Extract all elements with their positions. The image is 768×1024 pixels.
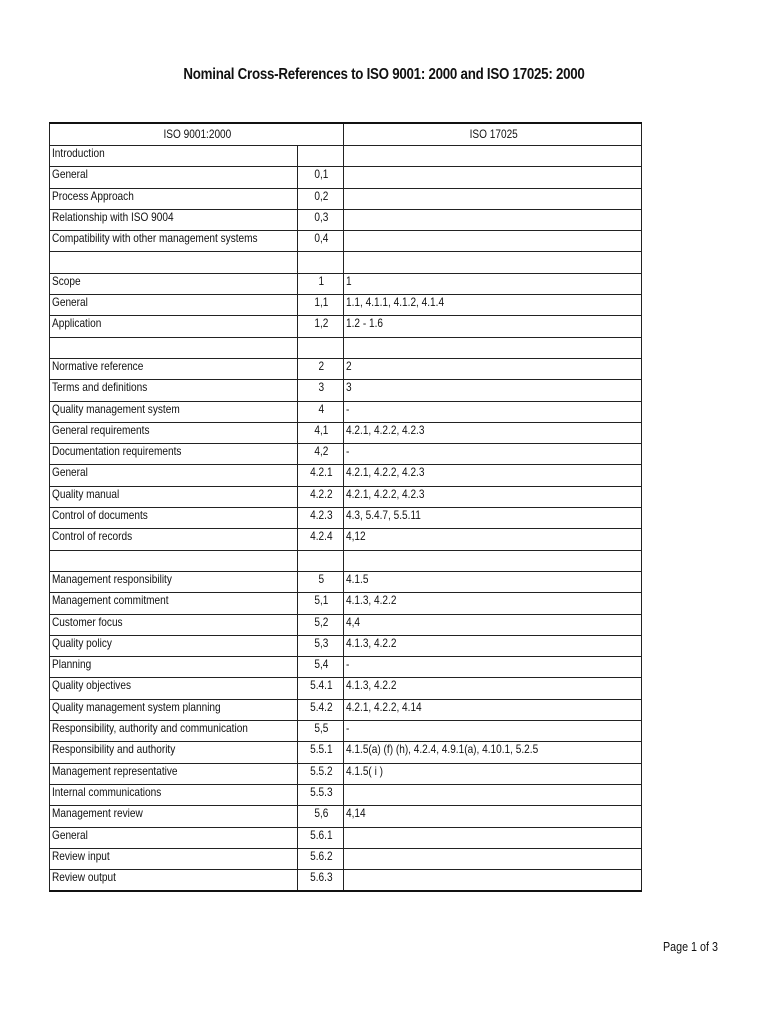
clause-number-cell xyxy=(298,252,344,273)
table-header-row xyxy=(50,123,642,146)
clause-number-cell-text: 5,6 xyxy=(314,806,329,821)
clause-number-cell-text: 1,1 xyxy=(314,295,329,310)
iso17025-reference-cell-text: 4.3, 5.4.7, 5.5.11 xyxy=(346,508,421,523)
table-row xyxy=(50,465,642,486)
iso17025-reference-cell xyxy=(344,870,642,892)
section-title-cell-text: Management responsibility xyxy=(52,571,172,586)
clause-number-cell xyxy=(298,614,344,635)
section-title-cell xyxy=(50,827,298,848)
table-row xyxy=(50,784,642,805)
iso17025-reference-cell-text: 2 xyxy=(346,358,352,373)
iso17025-reference-cell-text: - xyxy=(346,444,350,459)
section-title-cell xyxy=(50,380,298,401)
section-title-cell xyxy=(50,209,298,230)
table-row xyxy=(50,635,642,656)
section-title-cell xyxy=(50,870,298,892)
section-title-cell-text: Internal communications xyxy=(52,784,162,799)
iso17025-reference-cell xyxy=(344,444,642,465)
iso17025-reference-cell xyxy=(344,721,642,742)
section-title-cell xyxy=(50,465,298,486)
clause-number-cell-text: 5 xyxy=(318,571,325,586)
section-title-cell-text: Management representative xyxy=(52,763,178,778)
iso17025-reference-cell xyxy=(344,401,642,422)
iso17025-reference-cell xyxy=(344,848,642,869)
clause-number-cell xyxy=(298,699,344,720)
table-row xyxy=(50,486,642,507)
table-row xyxy=(50,763,642,784)
clause-number-cell-text: 4,1 xyxy=(314,422,329,437)
iso9001-column-header: ISO 9001:2000 xyxy=(50,123,344,146)
iso17025-reference-cell xyxy=(344,699,642,720)
clause-number-cell xyxy=(298,465,344,486)
section-title-cell-text: Control of records xyxy=(52,529,133,544)
section-title-cell xyxy=(50,742,298,763)
clause-number-cell xyxy=(298,550,344,571)
table-row xyxy=(50,273,642,294)
clause-number-cell xyxy=(298,358,344,379)
iso17025-reference-cell-text: 4.1.3, 4.2.2 xyxy=(346,635,397,650)
table-row xyxy=(50,422,642,443)
section-title-cell-text: Introduction xyxy=(52,146,105,160)
clause-number-cell-text: 5,4 xyxy=(314,657,329,672)
iso17025-reference-cell-text: 4.1.3, 4.2.2 xyxy=(346,678,397,693)
clause-number-cell xyxy=(298,422,344,443)
table-row xyxy=(50,657,642,678)
section-title-cell-text: Management commitment xyxy=(52,593,169,608)
table-row xyxy=(50,742,642,763)
iso17025-reference-cell-text: - xyxy=(346,721,350,736)
table-row xyxy=(50,401,642,422)
section-title-cell-text: Process Approach xyxy=(52,188,134,203)
section-title-cell xyxy=(50,486,298,507)
iso17025-reference-cell xyxy=(344,422,642,443)
section-title-cell xyxy=(50,848,298,869)
table-row xyxy=(50,550,642,571)
clause-number-cell-text: 5,1 xyxy=(314,593,329,608)
section-title-cell xyxy=(50,231,298,252)
iso17025-reference-cell-text: 4,12 xyxy=(346,529,366,544)
clause-number-cell xyxy=(298,806,344,827)
section-title-cell-text: General xyxy=(52,827,88,842)
iso17025-reference-cell-text: 4,14 xyxy=(346,806,366,821)
section-title-cell xyxy=(50,273,298,294)
cross-reference-table xyxy=(49,122,642,892)
clause-number-cell-text: 5.6.3 xyxy=(310,870,333,885)
clause-number-cell xyxy=(298,827,344,848)
clause-number-cell-text: 5.5.2 xyxy=(310,763,333,778)
iso17025-reference-cell xyxy=(344,146,642,167)
clause-number-cell xyxy=(298,146,344,167)
clause-number-cell xyxy=(298,231,344,252)
clause-number-cell-text: 5.5.1 xyxy=(310,742,333,757)
section-title-cell-text: Quality policy xyxy=(52,635,112,650)
iso17025-reference-cell-text: 4.1.5(a) (f) (h), 4.2.4, 4.9.1(a), 4.10.1, 5.2.5 xyxy=(346,742,539,757)
iso17025-reference-cell xyxy=(344,188,642,209)
section-title-cell xyxy=(50,337,298,358)
section-title-cell-text: General xyxy=(52,167,88,182)
section-title-cell-text: Customer focus xyxy=(52,614,123,629)
section-title-cell-text: Quality management system planning xyxy=(52,699,221,714)
table-row xyxy=(50,614,642,635)
section-title-cell-text: General xyxy=(52,465,88,480)
section-title-cell xyxy=(50,422,298,443)
clause-number-cell-text: 1 xyxy=(318,273,325,288)
clause-number-cell xyxy=(298,316,344,337)
iso17025-reference-cell-text: 4.1.5 xyxy=(346,571,369,586)
table-row xyxy=(50,678,642,699)
table-row xyxy=(50,827,642,848)
section-title-cell xyxy=(50,167,298,188)
section-title-cell xyxy=(50,529,298,550)
clause-number-cell-text: 4.2.3 xyxy=(310,508,333,523)
table-row xyxy=(50,870,642,892)
clause-number-cell-text: 0,3 xyxy=(314,209,329,224)
section-title-cell xyxy=(50,401,298,422)
iso17025-reference-cell xyxy=(344,550,642,571)
clause-number-cell xyxy=(298,167,344,188)
iso17025-reference-cell xyxy=(344,593,642,614)
iso17025-reference-cell-text: - xyxy=(346,657,350,672)
clause-number-cell xyxy=(298,273,344,294)
clause-number-cell xyxy=(298,848,344,869)
iso17025-reference-cell xyxy=(344,784,642,805)
iso17025-reference-cell xyxy=(344,657,642,678)
iso17025-reference-cell xyxy=(344,529,642,550)
table-row xyxy=(50,209,642,230)
clause-number-cell-text: 5,3 xyxy=(314,635,329,650)
section-title-cell xyxy=(50,316,298,337)
section-title-cell-text: General xyxy=(52,295,88,310)
section-title-cell-text: Review output xyxy=(52,870,116,885)
clause-number-cell xyxy=(298,444,344,465)
section-title-cell xyxy=(50,295,298,316)
iso17025-reference-cell xyxy=(344,337,642,358)
clause-number-cell xyxy=(298,337,344,358)
section-title-cell-text: Quality management system xyxy=(52,401,180,416)
iso17025-reference-cell xyxy=(344,295,642,316)
section-title-cell xyxy=(50,784,298,805)
clause-number-cell xyxy=(298,593,344,614)
iso17025-reference-cell-text: 3 xyxy=(346,380,352,395)
iso17025-reference-cell xyxy=(344,508,642,529)
clause-number-cell-text: 3 xyxy=(318,380,325,395)
clause-number-cell-text: 5,2 xyxy=(314,614,329,629)
iso17025-reference-cell xyxy=(344,167,642,188)
iso17025-reference-cell xyxy=(344,806,642,827)
section-title-cell-text: Compatibility with other management systems xyxy=(52,231,258,246)
clause-number-cell xyxy=(298,721,344,742)
table-row xyxy=(50,593,642,614)
clause-number-cell xyxy=(298,508,344,529)
iso17025-reference-cell xyxy=(344,316,642,337)
iso17025-reference-cell xyxy=(344,209,642,230)
clause-number-cell xyxy=(298,657,344,678)
section-title-cell-text: Responsibility, authority and communication xyxy=(52,721,248,736)
table-row xyxy=(50,848,642,869)
iso17025-reference-cell-text: 1.1, 4.1.1, 4.1.2, 4.1.4 xyxy=(346,295,445,310)
section-title-cell-text: Quality manual xyxy=(52,486,120,501)
iso17025-reference-cell-text: 4.2.1, 4.2.2, 4.14 xyxy=(346,699,422,714)
section-title-cell-text: Scope xyxy=(52,273,81,288)
clause-number-cell xyxy=(298,486,344,507)
clause-number-cell xyxy=(298,401,344,422)
clause-number-cell xyxy=(298,295,344,316)
section-title-cell-text: Planning xyxy=(52,657,92,672)
clause-number-cell-text: 5.5.3 xyxy=(310,784,333,799)
section-title-cell xyxy=(50,593,298,614)
table-row xyxy=(50,380,642,401)
table-row xyxy=(50,358,642,379)
clause-number-cell xyxy=(298,571,344,592)
clause-number-cell xyxy=(298,870,344,892)
section-title-cell xyxy=(50,699,298,720)
iso17025-reference-cell-text: 1 xyxy=(346,273,352,288)
table-row xyxy=(50,721,642,742)
section-title-cell xyxy=(50,678,298,699)
table-row xyxy=(50,188,642,209)
clause-number-cell-text: 4.2.1 xyxy=(310,465,333,480)
section-title-cell xyxy=(50,252,298,273)
section-title-cell xyxy=(50,550,298,571)
iso17025-reference-cell xyxy=(344,380,642,401)
iso17025-reference-cell xyxy=(344,358,642,379)
iso17025-reference-cell-text: 4,4 xyxy=(346,614,361,629)
section-title-cell-text: Documentation requirements xyxy=(52,444,182,459)
section-title-cell xyxy=(50,146,298,167)
clause-number-cell-text: 2 xyxy=(318,358,325,373)
section-title-cell-text: Relationship with ISO 9004 xyxy=(52,209,174,224)
section-title-cell-text: Normative reference xyxy=(52,358,144,373)
section-title-cell xyxy=(50,614,298,635)
clause-number-cell-text: 4.2.2 xyxy=(310,486,333,501)
iso17025-reference-cell xyxy=(344,273,642,294)
clause-number-cell-text: 4,2 xyxy=(314,444,329,459)
section-title-cell xyxy=(50,806,298,827)
iso17025-reference-cell-text: 4.1.3, 4.2.2 xyxy=(346,593,397,608)
iso17025-reference-cell xyxy=(344,635,642,656)
table-row xyxy=(50,295,642,316)
iso17025-reference-cell xyxy=(344,763,642,784)
table-row xyxy=(50,252,642,273)
clause-number-cell-text: 4 xyxy=(318,401,325,416)
clause-number-cell xyxy=(298,188,344,209)
section-title-cell-text: Quality objectives xyxy=(52,678,131,693)
iso17025-reference-cell xyxy=(344,486,642,507)
iso17025-reference-cell-text: 4.2.1, 4.2.2, 4.2.3 xyxy=(346,465,425,480)
clause-number-cell-text: 5,5 xyxy=(314,721,329,736)
page-title: Nominal Cross-References to ISO 9001: 2000 and ISO 17025: 2000 xyxy=(183,66,585,83)
clause-number-cell xyxy=(298,784,344,805)
section-title-cell-text: Review input xyxy=(52,848,110,863)
iso17025-reference-cell-text: 4.2.1, 4.2.2, 4.2.3 xyxy=(346,422,425,437)
iso17025-reference-cell xyxy=(344,827,642,848)
table-row xyxy=(50,699,642,720)
table-row xyxy=(50,529,642,550)
page-number: Page 1 of 3 xyxy=(663,940,718,954)
iso17025-reference-cell xyxy=(344,742,642,763)
clause-number-cell xyxy=(298,678,344,699)
section-title-cell xyxy=(50,721,298,742)
clause-number-cell-text: 5.4.2 xyxy=(310,699,333,714)
section-title-cell-text: Terms and definitions xyxy=(52,380,148,395)
iso17025-reference-cell-text: - xyxy=(346,401,350,416)
clause-number-cell-text: 5.4.1 xyxy=(310,678,333,693)
clause-number-cell-text: 0,1 xyxy=(314,167,329,182)
table-row xyxy=(50,316,642,337)
section-title-cell-text: Application xyxy=(52,316,102,331)
iso17025-reference-cell xyxy=(344,571,642,592)
section-title-cell-text: Responsibility and authority xyxy=(52,742,176,757)
table-row xyxy=(50,806,642,827)
section-title-cell xyxy=(50,657,298,678)
iso17025-reference-cell xyxy=(344,252,642,273)
clause-number-cell xyxy=(298,742,344,763)
iso17025-reference-cell xyxy=(344,231,642,252)
table-row xyxy=(50,444,642,465)
section-title-cell xyxy=(50,444,298,465)
clause-number-cell xyxy=(298,529,344,550)
clause-number-cell-text: 0,4 xyxy=(314,231,329,246)
iso17025-reference-cell-text: 4.1.5( i ) xyxy=(346,763,383,778)
clause-number-cell xyxy=(298,209,344,230)
section-title-cell xyxy=(50,508,298,529)
section-title-cell xyxy=(50,358,298,379)
clause-number-cell-text: 4.2.4 xyxy=(310,529,333,544)
section-title-cell xyxy=(50,571,298,592)
iso17025-reference-cell-text: 4.2.1, 4.2.2, 4.2.3 xyxy=(346,486,425,501)
iso17025-reference-cell xyxy=(344,678,642,699)
clause-number-cell xyxy=(298,763,344,784)
iso17025-column-header: ISO 17025 xyxy=(344,123,642,146)
section-title-cell xyxy=(50,763,298,784)
table-row xyxy=(50,337,642,358)
iso17025-reference-cell xyxy=(344,465,642,486)
iso17025-reference-cell-text: 1.2 - 1.6 xyxy=(346,316,384,331)
table-row xyxy=(50,508,642,529)
table-row xyxy=(50,146,642,167)
clause-number-cell xyxy=(298,635,344,656)
iso17025-reference-cell xyxy=(344,614,642,635)
table-row xyxy=(50,231,642,252)
section-title-cell-text: Control of documents xyxy=(52,508,148,523)
section-title-cell-text: General requirements xyxy=(52,422,150,437)
section-title-cell-text: Management review xyxy=(52,806,143,821)
section-title-cell xyxy=(50,188,298,209)
clause-number-cell-text: 5.6.1 xyxy=(310,827,333,842)
table-row xyxy=(50,167,642,188)
clause-number-cell-text: 5.6.2 xyxy=(310,848,333,863)
clause-number-cell xyxy=(298,380,344,401)
clause-number-cell-text: 1,2 xyxy=(314,316,329,331)
table-row xyxy=(50,571,642,592)
clause-number-cell-text: 0,2 xyxy=(314,188,329,203)
section-title-cell xyxy=(50,635,298,656)
